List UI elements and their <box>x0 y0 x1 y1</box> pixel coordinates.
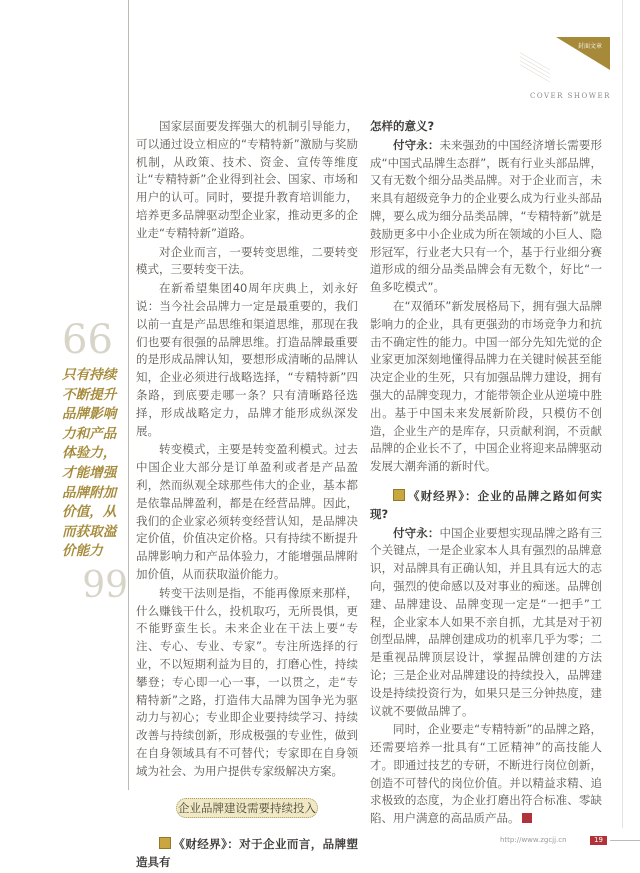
speaker: 付守永： <box>393 525 440 540</box>
speaker: 付守永： <box>393 137 440 152</box>
open-quote-icon: 66 <box>62 317 113 363</box>
question-text: 《财经界》：对于企业而言，品牌塑造具有 <box>136 837 358 870</box>
end-mark-icon <box>522 813 532 823</box>
answer-text: 中国企业要想实现品牌之路有三个关键点，一是企业家本人具有强烈的品牌意识，对品牌具有正确认知，并且具有远大的志向，强烈的使命感以及对事业的痴迷。品牌创建、品牌建设、品牌变现一定是“一把手”工程，企业家本人如果不亲自抓，尤其是对于初创型品牌，品牌创建成功的机率几乎为零；二是重视品牌顶层设计，掌握品牌创建的方法论；三是企业对品牌建设的持续投入，品牌建设是持续投资行为，如果只是三分钟热度，建议就不要做品牌了。 <box>370 525 603 718</box>
footer-url: http://www.zgcjj.cn <box>500 836 567 844</box>
section-en: COVER SHOWER <box>530 92 611 100</box>
paragraph: 国家层面要发挥强大的机制引导能力，可以通过设立相应的“专精特新”激励与奖励机制，从政策、技术、资金、宣传等维度让“专精特新”企业得到社会、国家、市场和用户的认可。同时，要提升教育培训能力，培养更多品牌驱动型企业家，推动更多的企业走“专精特新”道路。 <box>136 119 358 240</box>
paragraph <box>370 721 602 828</box>
answer-text: 未来强劲的中国经济增长需要形成“中国式品牌生态群”，既有行业头部品牌，又有无数个细分品类品牌。对于企业而言，未来具有超级竞争力的企业要么成为行业头部品牌，要么成为细分品类品牌，“专精特新”就是鼓励更多中小企业成为所在领域的小巨人、隐形冠军，行业老大只有一个，基于行业细分赛道形成的细分品类品牌会有无数个，好比“一鱼多吃模式”。 <box>370 137 603 295</box>
section-corner-badge <box>520 36 620 106</box>
section-heading: 企业品牌建设需要持续投入 <box>176 798 318 818</box>
question-continuation: 怎样的意义? <box>370 119 435 133</box>
page-number: 19 <box>590 836 607 845</box>
paragraph-text: 同时，企业要走“专精特新”的品牌之路，还需要培养一批具有“工匠精神”的高技能人才。即通过技艺的专研，不断进行岗位创新，创造不可替代的岗位价值。并以精益求精、追求极致的态度，为企业打磨出符合标准、零缺陷、用户满意的高品质产品。 <box>370 722 602 826</box>
interview-question <box>136 836 358 872</box>
paragraph: 转变干法则是指，不能再像原来那样，什么赚钱干什么，投机取巧，无所畏惧，更不能野蛮生长。未来企业在干法上要“专注、专心、专业、专家”。专注所选择的行业，不以短期利益为目的，打磨心性，持续攀登；专心即一心一事，一以贯之，走“专精特新”之路，打造伟大品牌为国争光为驱动力与初心；专业即企业要持续学习、持续改善与持续创新，形成极强的专业性，做到在自身领域具有不可替代；专家即在自身领域为社会、为用户提供专家级解决方案。 <box>136 585 358 778</box>
question-icon <box>393 489 405 501</box>
paragraph: 在新希望集团40周年庆典上，刘永好说：当今社会品牌力一定是最重要的，我们以前一直是产品思维和渠道思维，那现在我们也要有很强的品牌思维。打造品牌最重要的是形成品牌认知，要想形成清晰的品牌认知，企业必须进行战略选择，“专精特新”四条路，到底要走哪一条？只有清晰路径选择，形成战略定力，品牌才能形成纵深发展。 <box>136 281 358 438</box>
interview-question <box>370 488 602 524</box>
question-icon <box>159 837 171 849</box>
answer-paragraph <box>370 137 602 297</box>
page-edge-line <box>622 0 623 828</box>
left-column <box>136 118 358 873</box>
close-quote-icon: 99 <box>82 564 128 606</box>
right-column <box>370 118 602 829</box>
question-text: 《财经界》：企业的品牌之路如何实现? <box>370 488 602 521</box>
footer-line <box>610 840 640 841</box>
paragraph: 转变模式，主要是转变盈利模式。过去中国企业大部分是订单盈利或者是产品盈利，然而纵观全球那些伟大的企业，基本都是依靠品牌盈利，都是在经营品牌。因此，我们的企业家必须转变经营认知，是品牌决定价值，价值决定价格。只有持续不断提升品牌影响力和产品体验力，才能增强品牌附加价值，从而获取溢价能力。 <box>136 442 358 581</box>
answer-paragraph <box>370 525 602 721</box>
section-label: 封面文章 <box>578 43 603 50</box>
paragraph: 在“双循环”新发展格局下，拥有强大品牌影响力的企业，具有更强劲的市场竞争力和抗击不确定性的能力。中国一部分先知先觉的企业家更加深刻地懂得品牌力在关键时候甚至能决定企业的生死，只有加强品牌力建设，拥有强大的品牌变现力，才能带领企业从逆境中胜出。基于中国未来发展新阶段，只模仿不创造，企业生产的是库存，只贡献利润，不贡献品牌的企业长不了，中国企业将迎来品牌驱动发展大潮奔涌的新时代。 <box>370 298 602 474</box>
pull-quote <box>62 318 128 606</box>
paragraph: 对企业而言，一要转变思维，二要转变模式，三要转变干法。 <box>136 244 358 277</box>
pull-quote-text: 只有持续不断提升品牌影响力和产品体验力，才能增强品牌附加价值，从而获取溢价能力 <box>62 367 117 560</box>
column-divider <box>128 0 129 790</box>
